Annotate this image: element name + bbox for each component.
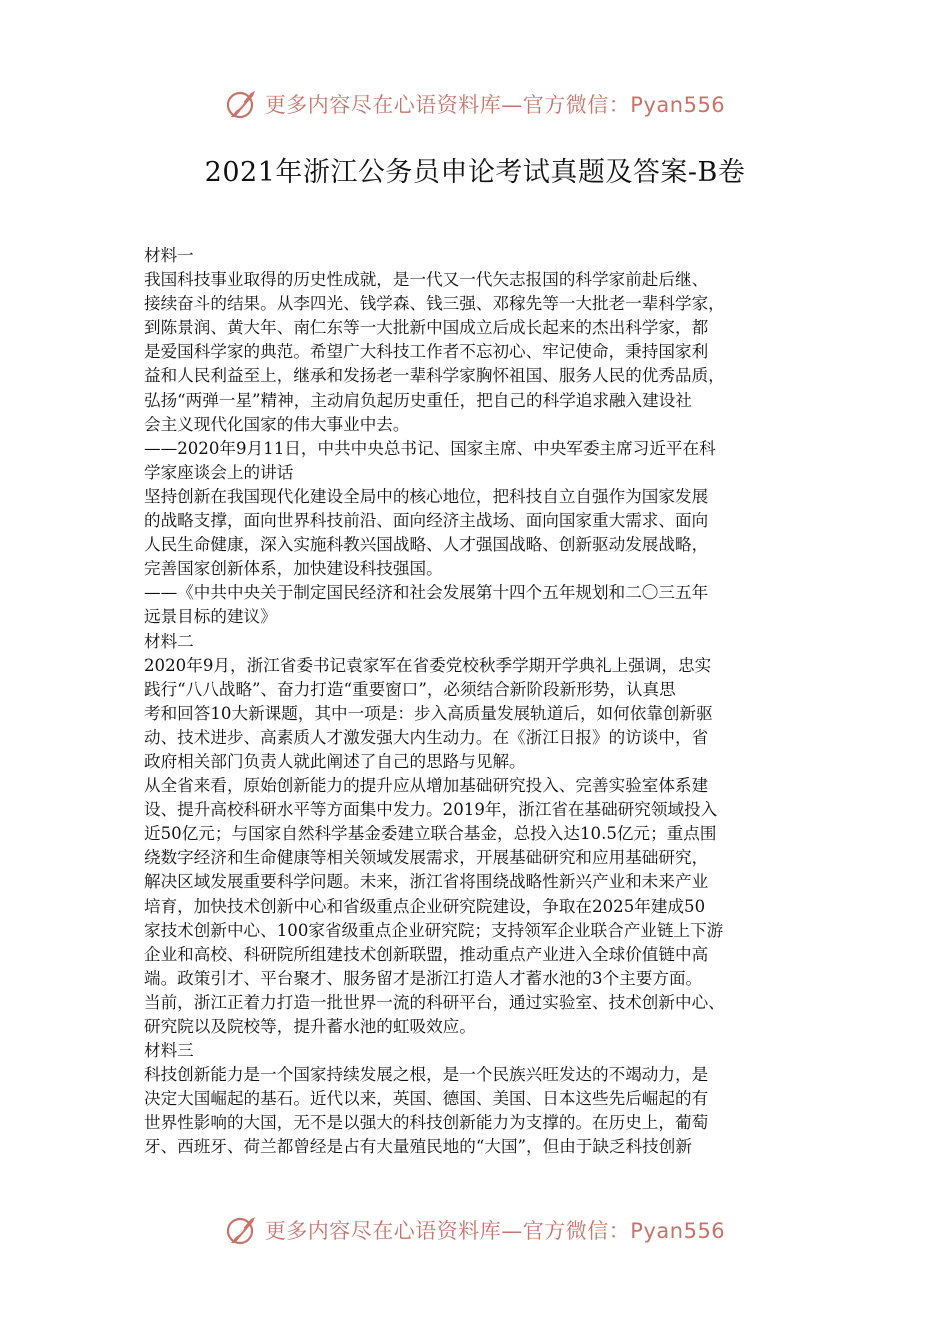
body-line [144,1160,810,1184]
body-line: ——《中共中央关于制定国民经济和社会发展第十四个五年规划和二〇三五年 [144,583,709,603]
body-line: 人民生命健康，深入实施科教兴国战略、人才强国战略、创新驱动发展战略， [144,535,709,555]
body-line: 政府相关部门负责人就此阐述了自己的思路与见解。 [144,751,526,771]
body-line: 远景目标的建议》 [144,607,277,627]
body-line: 决定大国崛起的基石。近代以来，英国、德国、美国、日本这些先后崛起的有 [144,1089,709,1109]
quill-logo-icon [225,87,259,121]
body-line: 世界性影响的大国，无不是以强大的科技创新能力为支撑的。在历史上，葡萄 [144,1113,709,1133]
header-banner-text: 更多内容尽在心语资料库—官方微信：Pyan556 [264,93,726,117]
body-line: 考和回答10大新课题，其中一项是：步入高质量发展轨道后，如何依靠创新驱 [144,703,713,723]
body-line: 完善国家创新体系，加快建设科技强国。 [144,559,443,579]
body-line: 近50亿元；与国家自然科学基金委建立联合基金，总投入达10.5亿元；重点围 [144,824,717,844]
footer-banner-text: 更多内容尽在心语资料库—官方微信：Pyan556 [264,1219,726,1243]
body-line: 会主义现代化国家的伟大事业中去。 [144,414,410,434]
footer-banner [0,1210,950,1250]
document-body [144,244,810,1190]
header-banner [0,84,950,124]
body-line: 企业和高校、科研院所组建技术创新联盟，推动重点产业进入全球价值链中高 [144,944,709,964]
document-title: 2021年浙江公务员申论考试真题及答案-B卷 [204,157,746,188]
body-line: 研究院以及院校等，提升蓄水池的虹吸效应。 [144,1017,476,1036]
quill-logo-icon [225,1213,259,1247]
body-line: 到陈景润、黄大年、南仁东等一大批新中国成立后成长起来的杰出科学家，都 [144,318,709,338]
body-line: 益和人民利益至上，继承和发扬老一辈科学家胸怀祖国、服务人民的优秀品质， [144,366,725,386]
body-line: 端。政策引才、平台聚才、服务留才是浙江打造人才蓄水池的3个主要方面。 [144,968,703,988]
body-line: 科技创新能力是一个国家持续发展之根，是一个民族兴旺发达的不竭动力，是 [144,1065,709,1085]
body-line: 接续奋斗的结果。从李四光、钱学森、钱三强、邓稼先等一大批老一辈科学家， [144,294,725,314]
body-line: 动、技术进步、高素质人才激发强大内生动力。在《浙江日报》的访谈中，省 [144,727,709,747]
body-line: 家技术创新中心、100家省级重点企业研究院；支持领军企业联合产业链上下游 [144,920,724,940]
body-line: 材料三 [144,1041,194,1061]
body-line: 绕数字经济和生命健康等相关领域发展需求，开展基础研究和应用基础研究， [144,848,709,868]
body-line: 弘扬“两弹一星”精神，主动肩负起历史重任，把自己的科学追求融入建设社 [144,390,692,410]
body-line: 当前，浙江正着力打造一批世界一流的科研平台，通过实验室、技术创新中心、 [144,992,725,1012]
body-line: 从全省来看，原始创新能力的提升应从增加基础研究投入、完善实验室体系建 [144,776,709,796]
body-line: 践行“八八战略”、奋力打造“重要窗口”，必须结合新阶段新形势，认真思 [144,679,676,699]
body-line: 坚持创新在我国现代化建设全局中的核心地位，把科技自立自强作为国家发展 [144,486,709,506]
body-line: 材料二 [144,631,194,651]
body-line: 的战略支撑，面向世界科技前沿、面向经济主战场、面向国家重大需求、面向 [144,511,709,531]
body-line: 学家座谈会上的讲话 [144,462,294,482]
body-line: 是爱国科学家的典范。希望广大科技工作者不忘初心、牢记使命，秉持国家利 [144,342,709,362]
body-line: 材料一 [144,246,194,265]
body-line: ——2020年9月11日，中共中央总书记、国家主席、中央军委主席习近平在科 [144,438,716,458]
body-line: 解决区域发展重要科学问题。未来，浙江省将围绕战略性新兴产业和未来产业 [144,872,709,892]
body-line: 我国科技事业取得的历史性成就，是一代又一代矢志报国的科学家前赴后继、 [144,270,709,290]
body-line: 2020年9月，浙江省委书记袁家军在省委党校秋季学期开学典礼上强调，忠实 [144,655,712,675]
body-line: 设、提升高校科研水平等方面集中发力。2019年，浙江省在基础研究领域投入 [144,800,718,820]
body-line: 培育，加快技术创新中心和省级重点企业研究院建设，争取在2025年建成50 [144,896,706,916]
body-line: 牙、西班牙、荷兰都曾经是占有大量殖民地的“大国”，但由于缺乏科技创新 [144,1137,692,1157]
